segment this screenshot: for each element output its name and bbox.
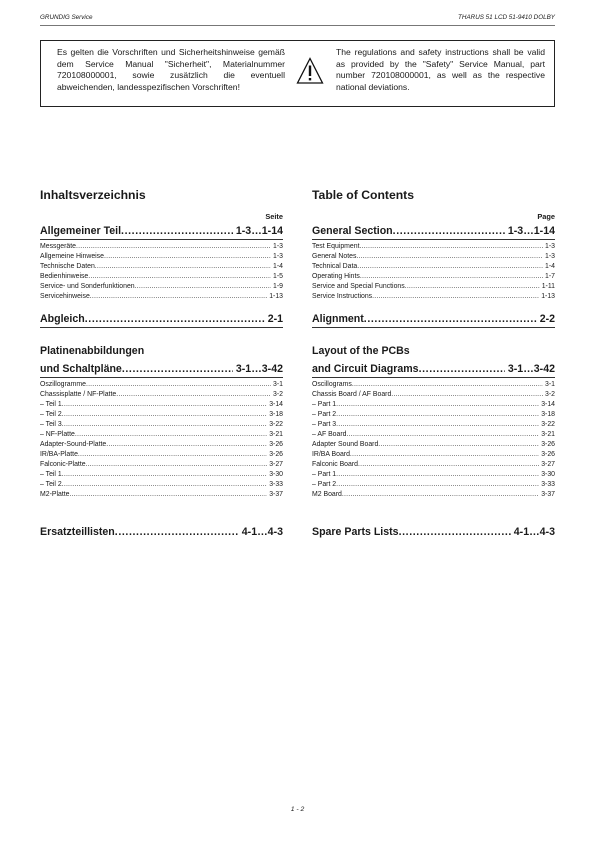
toc-entry-page: 1-4 [273, 263, 283, 270]
dot-leader [70, 490, 268, 500]
dot-leader [62, 480, 267, 490]
section-title: and Circuit Diagrams [312, 363, 419, 375]
toc-entry-page: 3-33 [541, 481, 555, 488]
toc-entry-page: 3-22 [541, 421, 555, 428]
dot-leader [391, 390, 543, 400]
toc-entry-page: 3-2 [545, 391, 555, 398]
toc-entry-label: Test Equipment [312, 243, 360, 250]
section-page: 1-3…1-14 [507, 225, 555, 237]
toc-entry [40, 420, 283, 430]
toc-entry-page: 3-26 [541, 441, 555, 448]
toc-entry-label: – Part 2 [312, 481, 337, 488]
dot-leader [106, 440, 267, 450]
dot-leader [122, 362, 233, 376]
toc-entry [312, 380, 555, 390]
toc-entry-page: 3-37 [269, 491, 283, 498]
toc-entry-page: 3-26 [541, 451, 555, 458]
toc-section-layout [312, 362, 555, 376]
dot-leader [358, 460, 539, 470]
toc-entry [312, 430, 555, 440]
toc-entry-label: Technical Data [312, 263, 358, 270]
dot-leader [336, 400, 539, 410]
toc-entry-page: 3-14 [269, 401, 283, 408]
toc-entry-page: 1-3 [273, 243, 283, 250]
toc-section-layout [40, 362, 283, 376]
toc-column-german [40, 186, 283, 539]
warning-triangle-icon [296, 57, 324, 85]
toc-entry-page: 3-37 [541, 491, 555, 498]
dot-leader [85, 312, 265, 326]
dot-leader [62, 400, 267, 410]
toc-entry [312, 282, 555, 292]
toc-section-layout-line1: Platinenabbildungen [40, 345, 145, 357]
toc-entry [312, 410, 555, 420]
toc-entry-page: 1-3 [545, 253, 555, 260]
dot-leader [356, 252, 543, 262]
toc-entry [312, 292, 555, 302]
toc-entry [40, 480, 283, 490]
section-page: 4-1…4-3 [241, 526, 283, 538]
toc-entry-label: Messgeräte [40, 243, 77, 250]
dot-leader [121, 224, 233, 238]
toc-entry [40, 460, 283, 470]
safety-notice-box [40, 40, 555, 107]
toc-entry [312, 420, 555, 430]
toc-title: Table of Contents [312, 188, 415, 202]
dot-leader [350, 450, 539, 460]
section-page: 2-2 [539, 313, 555, 325]
toc-entry-page: 3-2 [273, 391, 283, 398]
toc-entry-label: Service Instructions [312, 293, 373, 300]
section-page: 3-1…3-42 [235, 363, 283, 375]
toc-entry-page: 3-30 [541, 471, 555, 478]
dot-leader [76, 242, 271, 252]
toc-entry [312, 262, 555, 272]
toc-entry [40, 272, 283, 282]
toc-column-english [312, 186, 555, 539]
toc-entry-label: – Part 3 [312, 421, 337, 428]
toc-entry-page: 3-26 [269, 441, 283, 448]
dot-leader [336, 470, 539, 480]
dot-leader [86, 380, 271, 390]
toc-entry-page: 3-27 [269, 461, 283, 468]
dot-leader [62, 470, 267, 480]
section-rule [40, 327, 283, 328]
toc-entry-label: – AF Board [312, 431, 347, 438]
toc-entry-list [40, 242, 283, 302]
toc-entry-label: Bedienhinweise [40, 273, 89, 280]
toc-entry-label: – Teil 1 [40, 471, 62, 478]
toc-entry-label: Service and Special Functions [312, 283, 405, 290]
toc-entry-label: – NF-Platte [40, 431, 75, 438]
toc-entry-page: 3-21 [541, 431, 555, 438]
safety-notice-english: The regulations and safety instructions shall be valid as provided by the "Safety" Service Manual, part number 720108000001, as well as the respective national deviations. [336, 47, 545, 92]
section-page: 2-1 [267, 313, 283, 325]
section-title: und Schaltpläne [40, 363, 122, 375]
toc-entry-label: Technische Daten [40, 263, 95, 270]
toc-entry-list [312, 380, 555, 500]
toc-entry-page: 3-26 [269, 451, 283, 458]
toc-entry-label: Chassisplatte / NF-Platte [40, 391, 117, 398]
toc-section-spare-parts [40, 525, 283, 539]
dot-leader [86, 460, 268, 470]
toc-entry [312, 450, 555, 460]
dot-leader [116, 390, 271, 400]
running-header-right: THARUS 51 LCD 51-9410 DOLBY [458, 14, 555, 21]
section-title: Ersatzteillisten [40, 526, 115, 538]
toc-entry-label: – Part 1 [312, 401, 337, 408]
toc-entry-label: General Notes [312, 253, 357, 260]
toc-entry-label: – Teil 3 [40, 421, 62, 428]
dot-leader [78, 450, 267, 460]
section-page: 3-1…3-42 [507, 363, 555, 375]
dot-leader [352, 380, 543, 390]
toc-entry [312, 470, 555, 480]
section-rule [40, 239, 283, 240]
toc-entry-page: 3-1 [545, 381, 555, 388]
toc-entry-page: 1-13 [541, 293, 555, 300]
dot-leader [346, 430, 539, 440]
toc-entry [40, 490, 283, 500]
running-header-left: GRUNDIG Service [40, 14, 93, 21]
dot-leader [115, 525, 239, 539]
dot-leader [90, 292, 267, 302]
dot-leader [399, 525, 511, 539]
toc-entry-page: 1-13 [269, 293, 283, 300]
toc-entry-page: 3-33 [269, 481, 283, 488]
section-rule [312, 377, 555, 378]
toc-entry-label: Service- und Sonderfunktionen [40, 283, 135, 290]
toc-entry [40, 440, 283, 450]
header-rule [40, 25, 555, 26]
section-title: Abgleich [40, 313, 85, 325]
toc-entry-page: 3-22 [269, 421, 283, 428]
dot-leader [75, 430, 267, 440]
dot-leader [342, 490, 539, 500]
toc-entry-label: Operating Hints [312, 273, 360, 280]
toc-entry-label: – Part 2 [312, 411, 337, 418]
toc-entry-list [40, 380, 283, 500]
toc-entry-label: Falconic Board [312, 461, 358, 468]
toc-section-spare-parts [312, 525, 555, 539]
dot-leader [336, 420, 539, 430]
dot-leader [378, 440, 539, 450]
dot-leader [62, 420, 267, 430]
toc-entry-label: Oszillogramme [40, 381, 86, 388]
toc-entry [40, 242, 283, 252]
safety-notice-german: Es gelten die Vorschriften und Sicherheitshinweise gemäß dem Service Manual "Sicherheit", Materialnummer 720108000001, sowie zusätzlich die eventuell abweichenden, landesspezifischen Vorschriften! [57, 47, 285, 92]
section-page: 1-3…1-14 [235, 225, 283, 237]
toc-entry-label: – Teil 2 [40, 481, 62, 488]
toc-entry-page: 3-27 [541, 461, 555, 468]
toc-entry-label: Allgemeine Hinweise [40, 253, 104, 260]
dot-leader [419, 362, 505, 376]
section-title: Spare Parts Lists [312, 526, 399, 538]
toc-entry [40, 262, 283, 272]
toc-entry-label: Falconic-Platte [40, 461, 86, 468]
toc-entry-label: IR/BA-Platte [40, 451, 78, 458]
dot-leader [360, 272, 543, 282]
dot-leader [135, 282, 271, 292]
toc-entry-page: 1-4 [545, 263, 555, 270]
dot-leader [393, 224, 505, 238]
page-column-label: Seite [265, 212, 283, 221]
toc-entry [40, 450, 283, 460]
toc-section-general [312, 224, 555, 238]
toc-entry-page: 3-18 [541, 411, 555, 418]
toc-entry-page: 1-3 [545, 243, 555, 250]
dot-leader [336, 410, 539, 420]
toc-entry-page: 3-21 [269, 431, 283, 438]
section-title: General Section [312, 225, 393, 237]
toc-entry-label: IR/BA Board [312, 451, 350, 458]
toc-entry [312, 242, 555, 252]
toc-entry [40, 390, 283, 400]
toc-entry [40, 292, 283, 302]
toc-section-layout-line1: Layout of the PCBs [312, 345, 410, 357]
toc-section-alignment [312, 312, 555, 326]
toc-entry-label: M2 Board [312, 491, 342, 498]
toc-entry-label: Adapter Sound Board [312, 441, 379, 448]
toc-entry [312, 252, 555, 262]
toc-entry [40, 380, 283, 390]
toc-title: Inhaltsverzeichnis [40, 188, 146, 202]
toc-entry [312, 490, 555, 500]
dot-leader [336, 480, 539, 490]
toc-entry-page: 1-3 [273, 253, 283, 260]
toc-entry-page: 3-14 [541, 401, 555, 408]
section-page: 4-1…4-3 [513, 526, 555, 538]
toc-entry [40, 410, 283, 420]
toc-entry-label: Chassis Board / AF Board [312, 391, 392, 398]
toc-entry-page: 3-1 [273, 381, 283, 388]
toc-entry [40, 430, 283, 440]
section-title: Allgemeiner Teil [40, 225, 122, 237]
dot-leader [104, 252, 271, 262]
toc-entry [312, 272, 555, 282]
toc-entry-page: 1-5 [273, 273, 283, 280]
toc-entry-label: – Part 1 [312, 471, 337, 478]
dot-leader [405, 282, 540, 292]
toc-entry-label: Servicehinweise [40, 293, 90, 300]
toc-entry-page: 1-9 [273, 283, 283, 290]
page-column-label: Page [537, 212, 555, 221]
page-number: 1 - 2 [290, 806, 305, 813]
dot-leader [372, 292, 539, 302]
toc-entry-label: Oscillograms [312, 381, 352, 388]
toc-entry-label: – Teil 2 [40, 411, 62, 418]
dot-leader [357, 262, 543, 272]
dot-leader [364, 312, 537, 326]
toc-entry [40, 252, 283, 262]
dot-leader [95, 262, 271, 272]
toc-entry [312, 390, 555, 400]
section-title: Alignment [312, 313, 364, 325]
toc-entry-page: 1-7 [545, 273, 555, 280]
dot-leader [88, 272, 271, 282]
toc-entry-label: Adapter-Sound-Platte [40, 441, 107, 448]
toc-section-general [40, 224, 283, 238]
dot-leader [360, 242, 544, 252]
toc-entry [312, 440, 555, 450]
toc-entry [40, 400, 283, 410]
dot-leader [62, 410, 267, 420]
toc-entry-label: M2-Platte [40, 491, 70, 498]
toc-entry-label: – Teil 1 [40, 401, 62, 408]
section-rule [312, 327, 555, 328]
toc-entry [312, 460, 555, 470]
toc-entry [312, 480, 555, 490]
toc-entry-page: 3-18 [269, 411, 283, 418]
toc-entry-page: 3-30 [269, 471, 283, 478]
toc-entry-list [312, 242, 555, 302]
toc-entry [312, 400, 555, 410]
toc-section-alignment [40, 312, 283, 326]
section-rule [312, 239, 555, 240]
toc-entry [40, 282, 283, 292]
section-rule [40, 377, 283, 378]
toc-entry [40, 470, 283, 480]
toc-entry-page: 1-11 [541, 283, 555, 290]
